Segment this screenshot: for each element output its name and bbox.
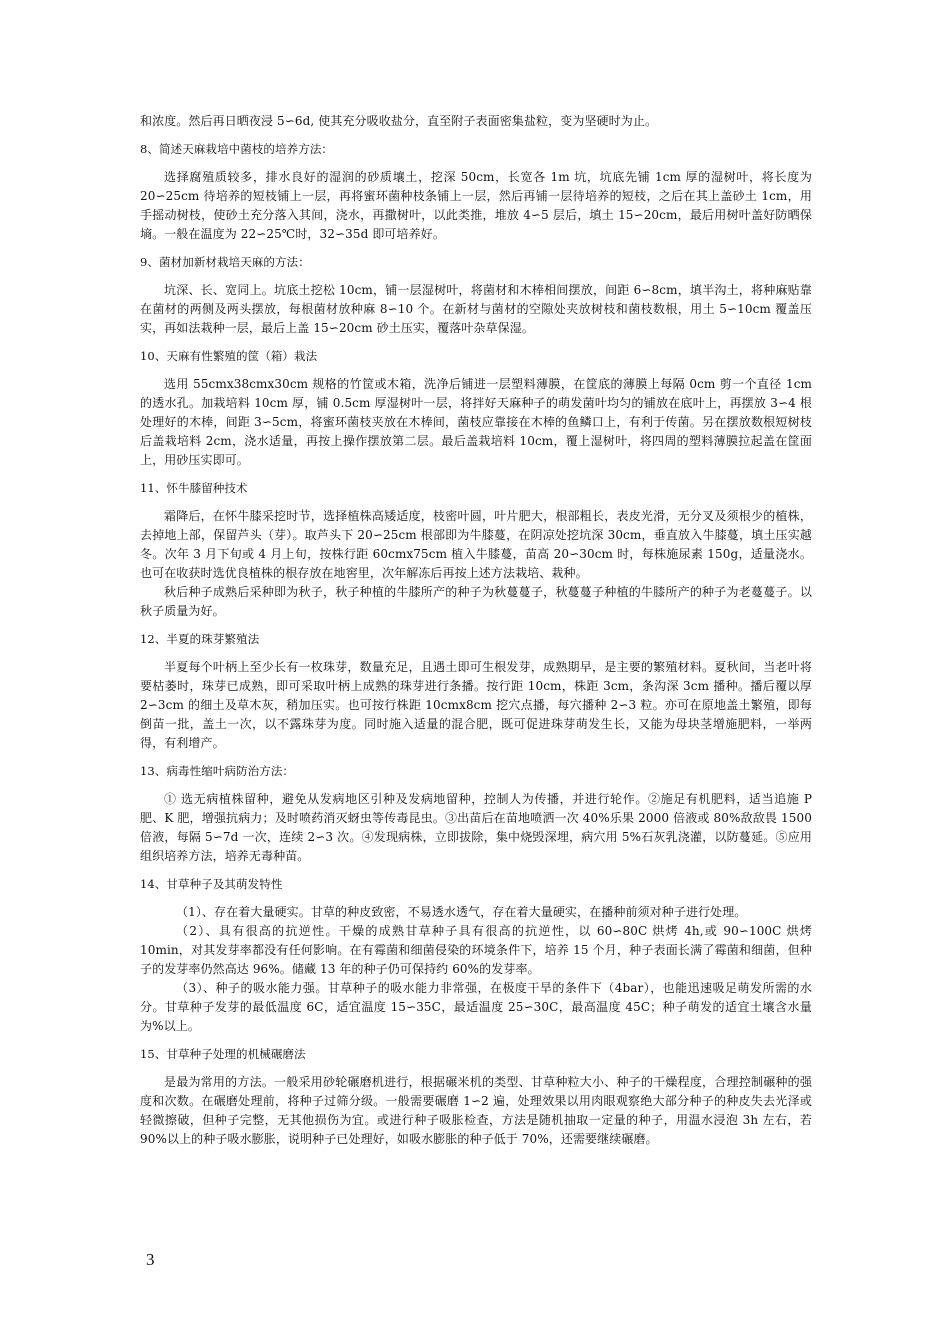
section-11-paragraph-1: 霜降后，在怀牛膝采挖时节，选择植株高矮适度，枝密叶圆，叶片肥大，根部粗长，表皮光滑，无分叉及须根少的植株，去掉地上部，保留芦头（芽）。取芦头下 20∽25cm 根部即为牛膝蔓，在阴凉处挖坑深 30cm，垂直放入牛膝蔓，填土压实越冬。次年 3 月下旬或 4 月上旬，按株行距 60cmx75cm 植入牛膝蔓，苗高 20∽30cm 时，每株施尿素 150g，适量浇水。也可在收获时选优良植株的根存放在地窖里，次年解冻后再按上述方法栽培、栽种。 [140,509,812,580]
section-14-paragraph-1: （1）、存在着大量硬实。甘草的种皮致密，不易透水透气，存在着大量硬实，在播种前须对种子进行处理。 [176,905,747,919]
section-13-paragraph: ① 选无病植株留种，避免从发病地区引种及发病地留种，控制人为传播，并进行轮作。②施足有机肥料，适当追施 P 肥、K 肥，增强抗病力；及时喷药消灭蚜虫等传毒昆虫。③出苗后在苗地喷洒一次 40%乐果 2000 倍液或 80%敌敌畏 1500 倍液，每隔 5∽7d 一次，连续 2∽3 次。④发现病株，立即拔除，集中烧毁深埋，病穴用 5%石灰乳浇灌，以防蔓延。⑤应用组织培养方法，培养无毒种苗。 [140,792,812,863]
section-11-paragraph-2: 秋后种子成熟后采种即为秋子，秋子种植的牛膝所产的种子为秋蔓蔓子，秋蔓蔓子种植的牛膝所产的种子为老蔓蔓子。以秋子质量为好。 [140,585,812,618]
page-number: 3 [146,1250,155,1269]
section-13-heading: 13、病毒性缩叶病防治方法： [140,764,295,778]
section-14-paragraph-2: （2）、具有很高的抗逆性。干燥的成熟甘草种子具有很高的抗逆性，以 60∽80C 烘烤 4h,或 90∽100C 烘烤 10min，对其发芽率都没有任何影响。在有霉菌和细菌侵染的环境条件下，培养 15 个月，种子表面长满了霉菌和细菌，但种子的发芽率仍然高达 96%。储藏 13 年的种子仍可保持约 60%的发芽率。 [140,924,812,976]
section-11-heading: 11、怀牛膝留种技术 [140,481,248,495]
section-10-heading: 10、天麻有性繁殖的筐（箱）栽法 [140,349,318,363]
document-page [140,112,812,1149]
section-8-heading: 8、简述天麻栽培中菌枝的培养方法： [140,142,334,156]
section-12-paragraph: 半夏每个叶柄上至少长有一枚珠芽，数量充足，且遇土即可生根发芽，成熟期早，是主要的繁殖材料。夏秋间，当老叶将要枯萎时，珠芽已成熟，即可采取叶柄上成熟的珠芽进行条播。按行距 10cm，株距 3cm，条沟深 3cm 播种。播后覆以厚 2∽3cm 的细土及草木灰，稍加压实。也可按行株距 10cmx8cm 挖穴点播，每穴播种 2∽3 粒。亦可在原地盖土繁殖，即每倒苗一批，盖土一次，以不露珠芽为度。同时施入适量的混合肥，既可促进珠芽萌发生长，又能为母块茎增施肥料，一举两得，有利增产。 [140,660,812,750]
section-8-paragraph: 选择腐殖质较多，排水良好的湿润的砂质壤土，挖深 50cm，长宽各 1m 坑，坑底先铺 1cm 厚的湿树叶，将长度为 20∽25cm 待培养的短枝铺上一层，再将蜜环菌种枝条铺上一层，然后再铺一层待培养的短枝，之后在其上盖砂土 1cm，用手摇动树枝，使砂土充分落入其间，浇水，再撒树叶，以此类推，堆放 4∽5 层后，填土 15∽20cm，最后用树叶盖好防晒保墒。一般在温度为 22∽25℃时，32∽35d 即可培养好。 [140,170,812,241]
section-12-heading: 12、半夏的珠芽繁殖法 [140,632,260,646]
section-14-paragraph-3: （3）、种子的吸水能力强。甘草种子的吸水能力非常强，在极度干旱的条件下（4bar），也能迅速吸足萌发所需的水分。甘草种子发芽的最低温度 6C，适宜温度 15∽35C，最适温度 25∽30C，最高温度 45C；种子萌发的适宜土壤含水量为%以上。 [140,981,812,1033]
section-10-paragraph: 选用 55cmx38cmx30cm 规格的竹筐或木箱，洗净后铺进一层塑料薄膜，在筐底的薄膜上每隔 0cm 剪一个直径 1cm 的透水孔。加栽培料 10cm 厚，铺 0.5cm 厚湿树叶一层，将拌好天麻种子的萌发菌叶均匀的铺放在底叶上，再摆放 3∽4 根处理好的木棒，间距 3∽5cm，将蜜环菌枝夹放在木棒间，菌枝应靠接在木棒的鱼鳞口上，有利于传菌。另在摆放数根短树枝后盖栽培料 2cm，浇水适量，再按上操作摆放第二层。最后盖栽培料 10cm，覆上湿树叶，将四周的塑料薄膜拉起盖在筐面上，用砂压实即可。 [140,377,812,467]
section-15-paragraph: 是最为常用的方法。一般采用砂轮碾磨机进行，根据碾米机的类型、甘草种粒大小、种子的干燥程度，合理控制碾种的强度和次数。在碾磨处理前，将种子过筛分级。一般需要碾磨 1∽2 遍，处理效果以用肉眼观察绝大部分种子的种皮失去光泽或轻微擦破，但种子完整，无其他损伤为宜。或进行种子吸胀检查，方法是随机抽取一定量的种子，用温水浸泡 3h 左右，若 90%以上的种子吸水膨胀，说明种子已处理好，如吸水膨胀的种子低于 70%，还需要继续碾磨。 [140,1075,812,1146]
section-9-paragraph: 坑深、长、宽同上。坑底土挖松 10cm，铺一层湿树叶，将菌材和木棒相间摆放，间距 6∽8cm，填半沟土，将种麻贴靠在菌材的两侧及两头摆放，每根菌材放种麻 8∽10 个。在新材与菌材的空隙处夹放树枝和菌枝数根，用土 5∽10cm 覆盖压实，再如法栽种一层，最后上盖 15∽20cm 砂土压实，覆落叶杂草保湿。 [140,283,812,335]
section-15-heading: 15、甘草种子处理的机械碾磨法 [140,1047,306,1061]
section-9-heading: 9、菌材加新材栽培天麻的方法： [140,255,310,269]
intro-paragraph: 和浓度。然后再日晒夜浸 5∽6d, 使其充分吸收盐分，直至附子表面密集盐粒，变为坚硬时为止。 [140,114,658,128]
section-14-heading: 14、甘草种子及其萌发特性 [140,877,283,891]
